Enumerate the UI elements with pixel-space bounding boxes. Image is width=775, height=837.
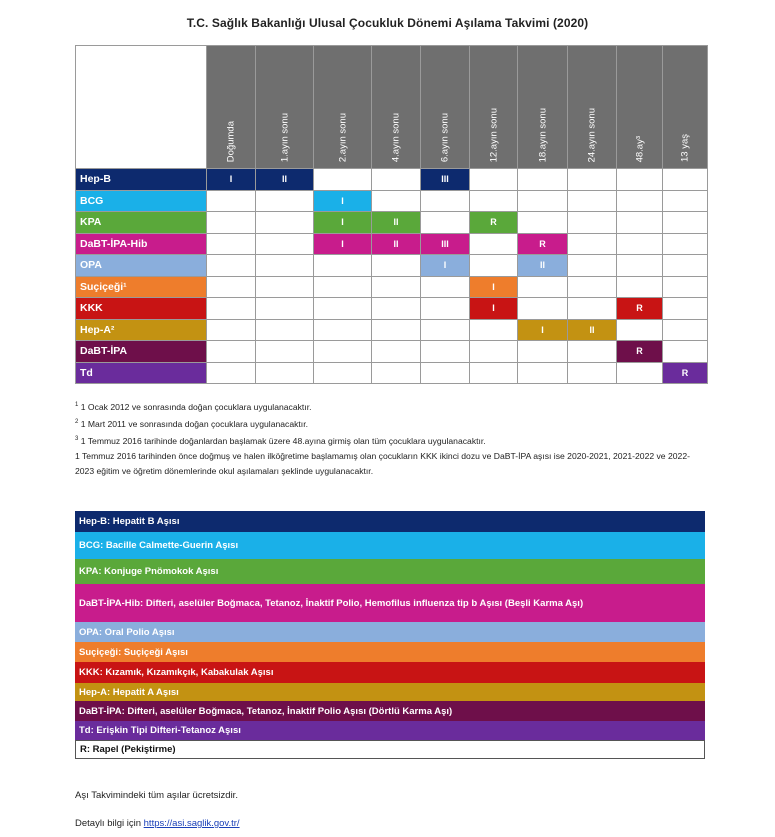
legend-item: Hep-A: Hepatit A Aşısı xyxy=(75,683,705,701)
empty-cell xyxy=(568,341,617,363)
column-header: 4.ayın sonu xyxy=(372,46,421,169)
legend-item: KPA: Konjuge Pnömokok Aşısı xyxy=(75,559,705,584)
vaccine-name: Hep-A² xyxy=(76,319,207,341)
empty-cell xyxy=(421,319,470,341)
empty-cell xyxy=(663,255,708,277)
empty-cell xyxy=(663,190,708,212)
empty-cell xyxy=(568,212,617,234)
empty-cell xyxy=(663,298,708,320)
empty-cell xyxy=(207,341,256,363)
empty-cell xyxy=(207,319,256,341)
free-vaccines-note: Aşı Takvimindeki tüm aşılar ücretsizdir. xyxy=(75,790,238,801)
empty-cell xyxy=(568,190,617,212)
dose-cell: R xyxy=(617,298,663,320)
dose-cell: III xyxy=(421,169,470,191)
empty-cell xyxy=(617,276,663,298)
empty-cell xyxy=(256,319,314,341)
empty-cell xyxy=(421,341,470,363)
empty-cell xyxy=(568,362,617,384)
empty-cell xyxy=(421,298,470,320)
empty-cell xyxy=(372,341,421,363)
dose-cell: I xyxy=(207,169,256,191)
empty-cell xyxy=(207,276,256,298)
vaccine-name: KPA xyxy=(76,212,207,234)
empty-cell xyxy=(568,233,617,255)
empty-cell xyxy=(372,169,421,191)
dose-cell: I xyxy=(314,233,372,255)
vaccine-row xyxy=(76,190,708,212)
column-header: 18.ayın sonu xyxy=(518,46,568,169)
legend-item: DaBT-İPA: Difteri, aselüler Boğmaca, Tetanoz, İnaktif Polio Aşısı (Dörtlü Karma Aşı) xyxy=(75,701,705,721)
dose-cell: I xyxy=(314,190,372,212)
vaccine-row xyxy=(76,255,708,277)
legend-item: OPA: Oral Polio Aşısı xyxy=(75,622,705,642)
dose-cell: I xyxy=(421,255,470,277)
vaccine-name: Td xyxy=(76,362,207,384)
empty-cell xyxy=(421,190,470,212)
footnotes xyxy=(75,398,707,479)
vaccine-row xyxy=(76,276,708,298)
vaccine-row xyxy=(76,362,708,384)
empty-cell xyxy=(314,298,372,320)
empty-cell xyxy=(372,255,421,277)
empty-cell xyxy=(470,169,518,191)
vaccine-row xyxy=(76,298,708,320)
empty-cell xyxy=(372,190,421,212)
empty-cell xyxy=(372,319,421,341)
empty-cell xyxy=(518,362,568,384)
column-header: 24.ayın sonu xyxy=(568,46,617,169)
empty-cell xyxy=(314,341,372,363)
empty-cell xyxy=(421,362,470,384)
dose-cell: I xyxy=(470,298,518,320)
dose-cell: II xyxy=(568,319,617,341)
legend-item: KKK: Kızamık, Kızamıkçık, Kabakulak Aşısı xyxy=(75,662,705,683)
legend-item: R: Rapel (Pekiştirme) xyxy=(75,740,705,759)
empty-cell xyxy=(256,298,314,320)
dose-cell: II xyxy=(518,255,568,277)
schedule-body xyxy=(76,169,708,384)
empty-cell xyxy=(663,276,708,298)
header-corner xyxy=(76,46,207,169)
empty-cell xyxy=(314,255,372,277)
column-header: 12.ayın sonu xyxy=(470,46,518,169)
empty-cell xyxy=(314,169,372,191)
empty-cell xyxy=(256,212,314,234)
empty-cell xyxy=(207,298,256,320)
vaccine-name: Hep-B xyxy=(76,169,207,191)
vaccine-name: BCG xyxy=(76,190,207,212)
empty-cell xyxy=(207,362,256,384)
empty-cell xyxy=(207,233,256,255)
empty-cell xyxy=(568,255,617,277)
dose-cell: I xyxy=(518,319,568,341)
empty-cell xyxy=(314,362,372,384)
column-header: Doğumda xyxy=(207,46,256,169)
empty-cell xyxy=(470,190,518,212)
empty-cell xyxy=(256,190,314,212)
legend-item: BCG: Bacille Calmette-Guerin Aşısı xyxy=(75,532,705,559)
legend-item: Td: Erişkin Tipi Difteri-Tetanoz Aşısı xyxy=(75,721,705,740)
dose-cell: R xyxy=(518,233,568,255)
info-link[interactable]: https://asi.saglik.gov.tr/ xyxy=(143,818,240,829)
table-header-row xyxy=(76,46,708,169)
dose-cell: I xyxy=(470,276,518,298)
empty-cell xyxy=(568,276,617,298)
vaccination-schedule-table xyxy=(75,45,708,384)
info-prefix: Detaylı bilgi için xyxy=(75,818,144,829)
legend-item: Suçiçeği: Suçiçeği Aşısı xyxy=(75,642,705,662)
dose-cell: II xyxy=(256,169,314,191)
empty-cell xyxy=(518,298,568,320)
empty-cell xyxy=(470,362,518,384)
empty-cell xyxy=(518,276,568,298)
empty-cell xyxy=(617,190,663,212)
empty-cell xyxy=(663,212,708,234)
empty-cell xyxy=(470,233,518,255)
column-header: 13 yaş xyxy=(663,46,708,169)
vaccine-row xyxy=(76,341,708,363)
column-header: 2.ayın sonu xyxy=(314,46,372,169)
empty-cell xyxy=(663,319,708,341)
empty-cell xyxy=(372,362,421,384)
empty-cell xyxy=(207,190,256,212)
dose-cell: R xyxy=(663,362,708,384)
dose-cell: II xyxy=(372,233,421,255)
empty-cell xyxy=(256,255,314,277)
vaccine-row xyxy=(76,233,708,255)
dose-cell: III xyxy=(421,233,470,255)
footnote-2: $^2$ 1 Mart 2011 ve sonrasında doğan çocuklara uygulanacaktır. xyxy=(75,418,308,429)
dose-cell: II xyxy=(372,212,421,234)
empty-cell xyxy=(256,362,314,384)
legend-item: DaBT-İPA-Hib: Difteri, aselüler Boğmaca, Tetanoz, İnaktif Polio, Hemofilus influenza tip b Aşısı (Beşli Karma Aşı) xyxy=(75,584,705,622)
empty-cell xyxy=(617,362,663,384)
empty-cell xyxy=(518,190,568,212)
abbreviation-legend xyxy=(75,511,705,759)
empty-cell xyxy=(314,276,372,298)
empty-cell xyxy=(617,212,663,234)
empty-cell xyxy=(617,255,663,277)
vaccine-row xyxy=(76,169,708,191)
empty-cell xyxy=(663,341,708,363)
column-header: 48.ay³ xyxy=(617,46,663,169)
empty-cell xyxy=(421,212,470,234)
vaccine-name: KKK xyxy=(76,298,207,320)
empty-cell xyxy=(470,319,518,341)
empty-cell xyxy=(256,341,314,363)
legend-item: Hep-B: Hepatit B Aşısı xyxy=(75,511,705,532)
vaccine-name: OPA xyxy=(76,255,207,277)
footnote-3: $^3$ 1 Temmuz 2016 tarihinde doğanlardan başlamak üzere 48.ayına girmiş olan tüm çocuklara uygulanacaktır. xyxy=(75,435,486,446)
column-header: 1.ayın sonu xyxy=(256,46,314,169)
footnote-4: 1 Temmuz 2016 tarihinden önce doğmuş ve halen ilköğretime başlamamış olan çocukların KKK ikinci dozu ve DaBT-İPA aşısı ise 2020-2021, 2021-2022 ve 2022-2023 eğitim ve öğretim dönemlerinde okul aşılamaları şeklinde uygulanacaktır. xyxy=(75,450,690,476)
empty-cell xyxy=(372,298,421,320)
vaccine-name: DaBT-İPA xyxy=(76,341,207,363)
dose-cell: R xyxy=(617,341,663,363)
empty-cell xyxy=(663,169,708,191)
empty-cell xyxy=(518,341,568,363)
empty-cell xyxy=(207,255,256,277)
dose-cell: R xyxy=(470,212,518,234)
vaccine-row xyxy=(76,212,708,234)
empty-cell xyxy=(663,233,708,255)
empty-cell xyxy=(256,276,314,298)
empty-cell xyxy=(207,212,256,234)
empty-cell xyxy=(617,319,663,341)
vaccine-name: DaBT-İPA-Hib xyxy=(76,233,207,255)
dose-cell: I xyxy=(314,212,372,234)
footnote-1: $^1$ 1 Ocak 2012 ve sonrasında doğan çocuklara uygulanacaktır. xyxy=(75,401,312,412)
empty-cell xyxy=(617,169,663,191)
empty-cell xyxy=(372,276,421,298)
empty-cell xyxy=(421,276,470,298)
empty-cell xyxy=(568,298,617,320)
empty-cell xyxy=(256,233,314,255)
empty-cell xyxy=(568,169,617,191)
column-header: 6.ayın sonu xyxy=(421,46,470,169)
vaccine-name: Suçiçeği¹ xyxy=(76,276,207,298)
info-line xyxy=(75,818,240,829)
empty-cell xyxy=(470,341,518,363)
empty-cell xyxy=(470,255,518,277)
empty-cell xyxy=(518,169,568,191)
page-title: T.C. Sağlık Bakanlığı Ulusal Çocukluk Dönemi Aşılama Takvimi (2020) xyxy=(186,16,589,30)
vaccine-row xyxy=(76,319,708,341)
empty-cell xyxy=(617,233,663,255)
empty-cell xyxy=(518,212,568,234)
empty-cell xyxy=(314,319,372,341)
